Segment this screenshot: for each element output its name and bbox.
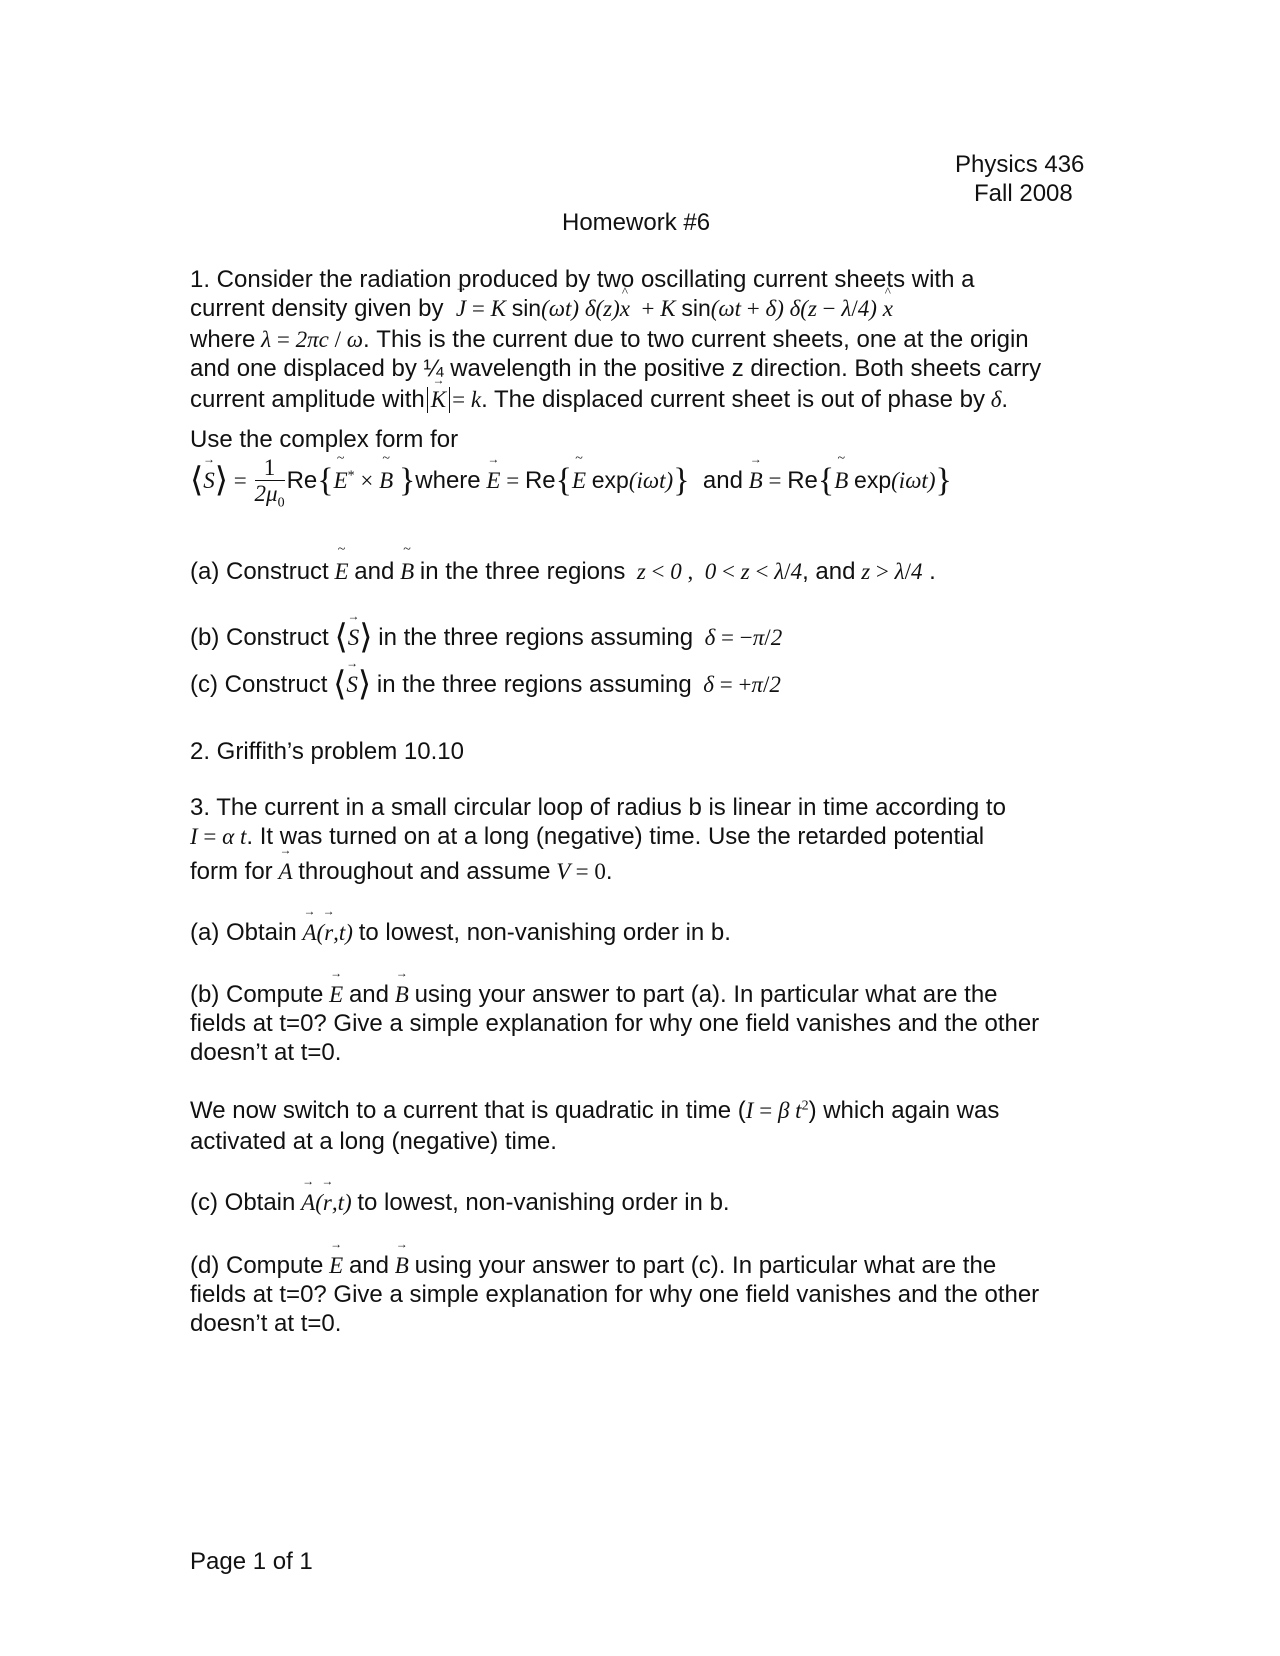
problem-3-line-2 <box>190 822 984 851</box>
text: (a) Obtain <box>190 919 297 946</box>
b-tilde: ~ B <box>394 559 420 584</box>
e-field-complex-form: → E = <box>481 468 525 493</box>
scalar-potential-zero: V = 0 <box>550 859 606 884</box>
part-3b-line-1 <box>190 980 998 1009</box>
e-vector: → E <box>323 1253 349 1278</box>
part-3a <box>190 918 731 947</box>
problem-3-line-3: form for → A throughout and assume V = 0. <box>190 857 612 886</box>
vector-potential-function: → A(→ r,t) <box>297 920 359 945</box>
text: ) which again was <box>808 1097 1000 1124</box>
text: where <box>415 466 481 494</box>
text: We now switch to a current that is quadratic in time ( <box>190 1097 746 1124</box>
text: and <box>702 466 743 494</box>
problem-3-line-1: 3. The current in a small circular loop of radius b is linear in time according to <box>190 794 1006 821</box>
e-field-re-argument: {~ E exp(iωt)} <box>556 468 690 493</box>
text: . The displaced current sheet is out of phase by <box>481 386 985 413</box>
text: and <box>354 558 395 585</box>
lambda-equation: λ = 2πc / ω <box>255 327 363 352</box>
poynting-re-argument: {~ E* × ~ B } <box>317 468 415 493</box>
b-field-complex-form: → B = <box>743 468 787 493</box>
poynting-average: ⟨→ S⟩ <box>327 672 377 697</box>
part-1a: (a) Construct ~ E and ~ B in the three regions z < 0 , 0 < z < λ/4, and z > λ/4 . <box>190 557 936 586</box>
problem-1-line-6: Use the complex form for <box>190 426 459 453</box>
text: in the three regions assuming <box>378 624 694 651</box>
text: (b) Construct <box>190 624 329 651</box>
problem-1-line-3 <box>190 325 1029 354</box>
e-tilde: ~ E <box>329 559 355 584</box>
e-vector: → E <box>323 982 349 1007</box>
text: using your answer to part (c). In particular what are the <box>414 1252 997 1279</box>
text: where <box>190 326 256 353</box>
b-field-re-argument: {~ B exp(iωt)} <box>818 468 952 493</box>
text: and <box>348 1252 389 1279</box>
text: using your answer to part (a). In particular what are the <box>414 981 998 1008</box>
current-density-equation: → J = K sin(ωt) δ(z)^ x + K sin(ωt + δ) δ(z − λ/4) ^ x <box>450 296 893 321</box>
text: and <box>348 981 389 1008</box>
linear-current-equation: I = α t <box>190 824 247 849</box>
regions-list: z < 0 , 0 < z < λ/4 <box>625 559 803 584</box>
b-vector: → B <box>389 982 415 1007</box>
vector-potential-symbol: → A <box>273 859 299 884</box>
part-3b-line-2: fields at t=0? Give a simple explanation for why one field vanishes and the other <box>190 1010 1040 1037</box>
poynting-average: ⟨→ S⟩ = <box>190 468 253 493</box>
course-label: Physics 436 <box>955 151 1085 178</box>
quadratic-current-equation: I = β $t^2$ <box>745 1098 809 1123</box>
text: to lowest, non-vanishing order in b. <box>358 919 731 946</box>
poynting-equation-line: ⟨→ S⟩ = $\frac{1}{2\mu_0}$ Re{~ E* × ~ B }where → E = Re{~ E exp(iωt)} and → B = Re{~ B exp(iωt)} <box>190 456 952 507</box>
text: in the three regions <box>419 558 626 585</box>
part-3d-line-2: fields at t=0? Give a simple explanation for why one field vanishes and the other <box>190 1281 1040 1308</box>
text: current amplitude with <box>190 386 425 413</box>
b-vector: → B <box>389 1253 415 1278</box>
text: in the three regions assuming <box>376 671 692 698</box>
problem-1-line-2 <box>190 294 893 323</box>
text: (b) Compute <box>190 981 324 1008</box>
text: . This is the current due to two current sheets, one at the origin <box>362 326 1029 353</box>
problem-1-line-4: and one displaced by ¼ wavelength in the positive z direction. Both sheets carry <box>190 355 1042 382</box>
text: to lowest, non-vanishing order in b. <box>357 1189 730 1216</box>
text: throughout and assume <box>298 858 551 885</box>
region-3: z > λ/4 <box>855 559 923 584</box>
problem-1-line-1: 1. Consider the radiation produced by two oscillating current sheets with a <box>190 266 975 293</box>
text: form for <box>190 858 273 885</box>
switch-line-1 <box>190 1096 999 1125</box>
fraction-1-over-2mu0: $\frac{1}{2\mu_0}$ <box>254 455 285 511</box>
part-1c <box>190 666 781 703</box>
text: (d) Compute <box>190 1252 324 1279</box>
text: (c) Construct <box>190 671 328 698</box>
part-3b-line-3: doesn’t at t=0. <box>190 1039 342 1066</box>
text: . It was turned on at a long (negative) time. Use the retarded potential <box>246 823 985 850</box>
term-label: Fall 2008 <box>974 180 1073 207</box>
part-1b <box>190 619 783 656</box>
problem-2: 2. Griffith’s problem 10.10 <box>190 738 464 765</box>
part-3c <box>190 1188 730 1217</box>
text: current density given by <box>190 295 444 322</box>
delta-symbol: δ <box>984 387 1002 412</box>
switch-line-2: activated at a long (negative) time. <box>190 1128 557 1155</box>
amplitude-equation: → K = k <box>425 387 481 412</box>
delta-value: δ = +π/2 <box>691 672 781 697</box>
page-title: Homework #6 <box>562 209 711 236</box>
vector-potential-function: → A(→ r,t) <box>295 1190 357 1215</box>
text: (a) Construct <box>190 558 329 585</box>
part-3d-line-1 <box>190 1251 996 1280</box>
problem-1-line-5: current amplitude with→ K = k. The displaced current sheet is out of phase by δ. <box>190 385 1008 414</box>
part-3d-line-3: doesn’t at t=0. <box>190 1310 342 1337</box>
page-number: Page 1 of 1 <box>190 1548 313 1575</box>
text: (c) Obtain <box>190 1189 296 1216</box>
text: , and <box>802 558 856 585</box>
poynting-average: ⟨→ S⟩ <box>329 625 379 650</box>
delta-value: δ = −π/2 <box>693 625 783 650</box>
